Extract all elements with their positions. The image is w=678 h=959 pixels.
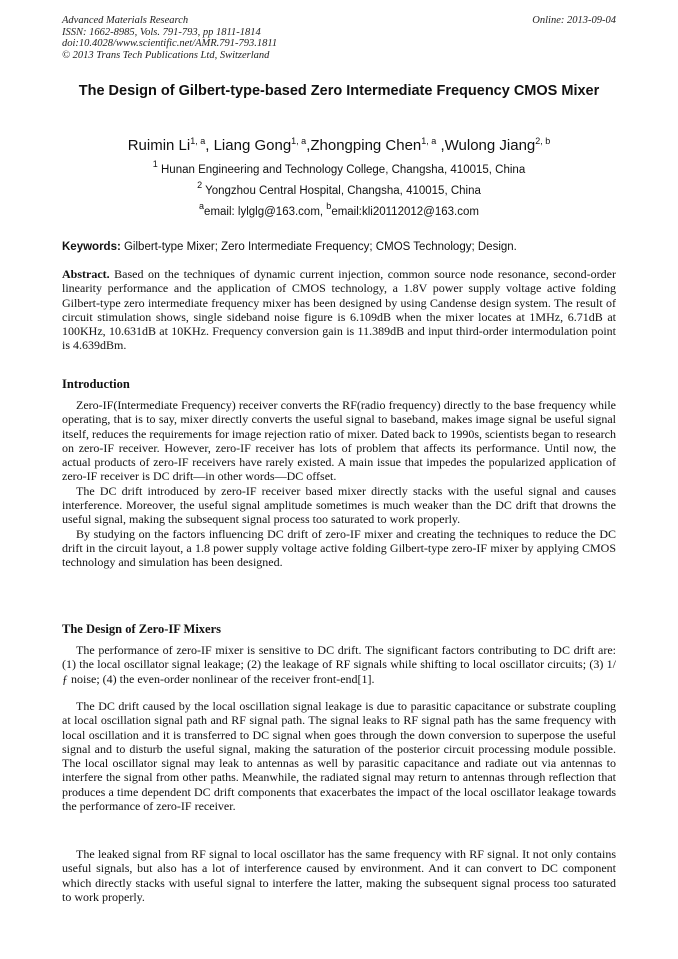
author-separator: ,: [306, 137, 311, 154]
email-line: [62, 201, 616, 219]
issn-line: ISSN: 1662-8985, Vols. 791-793, pp 1811-1814: [62, 26, 261, 38]
copyright-line: © 2013 Trans Tech Publications Ltd, Switzerland: [62, 49, 270, 61]
author-name: Liang Gong: [213, 137, 292, 154]
abstract-label: Abstract.: [62, 267, 110, 281]
abstract-text: Based on the techniques of dynamic current injection, common source node resonance, second-order linearity performance and the application of CMOS technology, a 1.8V power supply voltage active folding Gilbert-type zero intermediate frequency mixer has been designed by using Candense design system. The result of circuit stimulation shows, single sideband noise figure is 6.109dB when the mixer locates at 1MHz, 6.71dB at 100KHz, 10.631dB at 10KHz. Frequency conversion gain is 11.389dB and input third-order intermodulation point is 4.639dBm.: [62, 267, 616, 353]
body-paragraph: By studying on the factors influencing DC drift of zero-IF mixer and creating the techniques to reduce the DC drift in the circuit layout, a 1.8 power supply voltage active folding Gilbert-type zero-IF mixer by applying CMOS technology and simulation has been designed.: [62, 526, 616, 570]
online-date: Online: 2013-09-04: [532, 15, 616, 26]
author-separator: ,: [436, 137, 445, 154]
email-mark-a: a: [199, 201, 205, 211]
affiliation-mark: 2: [197, 180, 203, 190]
email-a: email: lylglg@163.com,: [204, 206, 327, 218]
author-name: Wulong Jiang: [444, 137, 536, 154]
affiliation-text: Yongzhou Central Hospital, Changsha, 410015, China: [202, 185, 481, 197]
email-mark-b: b: [326, 201, 332, 211]
author-name: Ruimin Li: [127, 137, 191, 154]
doi-line: doi:10.4028/www.scientific.net/AMR.791-793.1811: [62, 38, 278, 49]
affiliation-1: [62, 159, 616, 177]
author-affiliation-mark: 2, b: [535, 136, 551, 146]
abstract: [62, 267, 616, 353]
body-paragraph: The DC drift caused by the local oscillation signal leakage is due to parasitic capacitance or substrate coupling at local oscillation signal path and RF signal path. The signal leaks to RF signal path has the same frequency with local oscillation and it is transferred to DC signal when goes through the down conversion to superpose the useful signal and to disturb the useful signal, making the saturation of the posterior circuit processing module possible. The local oscillator signal may leak to antennas as well by parasitic capacitance and radiate out via antennas to interfere the signal from other paths. Meanwhile, the radiated signal may return to antennas through reflection that produces a time dependent DC drift components that exacerbates the impact of the local oscillator leakage towards the performance of zero-IF receiver.: [62, 699, 616, 814]
author-separator: ,: [205, 137, 214, 154]
author-affiliation-mark: 1, a: [190, 136, 206, 146]
body-paragraph: The DC drift introduced by zero-IF receiver based mixer directly stacks with the useful signal and causes interference. Moreover, the useful signal amplitude sometimes is much weaker than the DC drift that drowns the useful signal, making the subsequent signal process too saturated to work properly.: [62, 483, 616, 527]
introduction-body: [62, 398, 616, 570]
body-paragraph: The performance of zero-IF mixer is sensitive to DC drift. The significant factors contributing to DC drift are:(1) the local oscillator signal leakage; (2) the leakage of RF signals while shifting to local oscillator circuits; (3) 1/ƒ noise; (4) the even-order nonlinear of the receiver front-end[1].: [62, 643, 616, 686]
design-body-3: [62, 847, 616, 904]
abstract-paragraph: [62, 267, 616, 353]
author-affiliation-mark: 1, a: [291, 136, 307, 146]
author-affiliation-mark: 1, a: [421, 136, 437, 146]
journal-header: [62, 15, 616, 61]
body-paragraph: Zero-IF(Intermediate Frequency) receiver converts the RF(radio frequency) directly to the base frequency while operating, that is to say, mixer directly converts the useful signal to baseband, makes image signal be useful signal itself, reduces the requirements for image rejection ratio of mixer. Dated back to 1990s, scientists began to research on zero-IF receiver. However, zero-IF receiver has lots of problem that affects its performance. Until now, the actual products of zero-IF receivers have rarely existed. A main issue that impedes the popularized application of zero-IF receiver is DC drift—in other words—DC offset.: [62, 398, 616, 484]
section-heading: The Design of Zero-IF Mixers: [62, 622, 222, 636]
author-name: Zhongping Chen: [310, 137, 422, 154]
design-body-2: [62, 699, 616, 813]
author-list: [62, 136, 616, 156]
keywords: [62, 240, 616, 254]
email-b: email:kli20112012@163.com: [331, 206, 479, 218]
affiliation-2: [62, 180, 616, 198]
section-heading: Introduction: [62, 377, 130, 391]
keywords-text: Gilbert-type Mixer; Zero Intermediate Frequency; CMOS Technology; Design.: [120, 241, 517, 253]
design-body-1: [62, 643, 616, 686]
paper-title: The Design of Gilbert-type-based Zero Intermediate Frequency CMOS Mixer: [78, 83, 600, 99]
affiliation-mark: 1: [152, 159, 158, 169]
keywords-label: Keywords:: [62, 241, 121, 253]
affiliation-text: Hunan Engineering and Technology College, Changsha, 410015, China: [157, 164, 526, 176]
body-paragraph: The leaked signal from RF signal to local oscillator has the same frequency with RF signal. It not only contains useful signals, but also has a lot of interference caused by environment. And it can convert to DC component which directly stacks with useful signal to interfere the latter, making the subsequent signal process too saturated to work properly.: [62, 847, 616, 904]
journal-name: Advanced Materials Research: [62, 15, 189, 26]
